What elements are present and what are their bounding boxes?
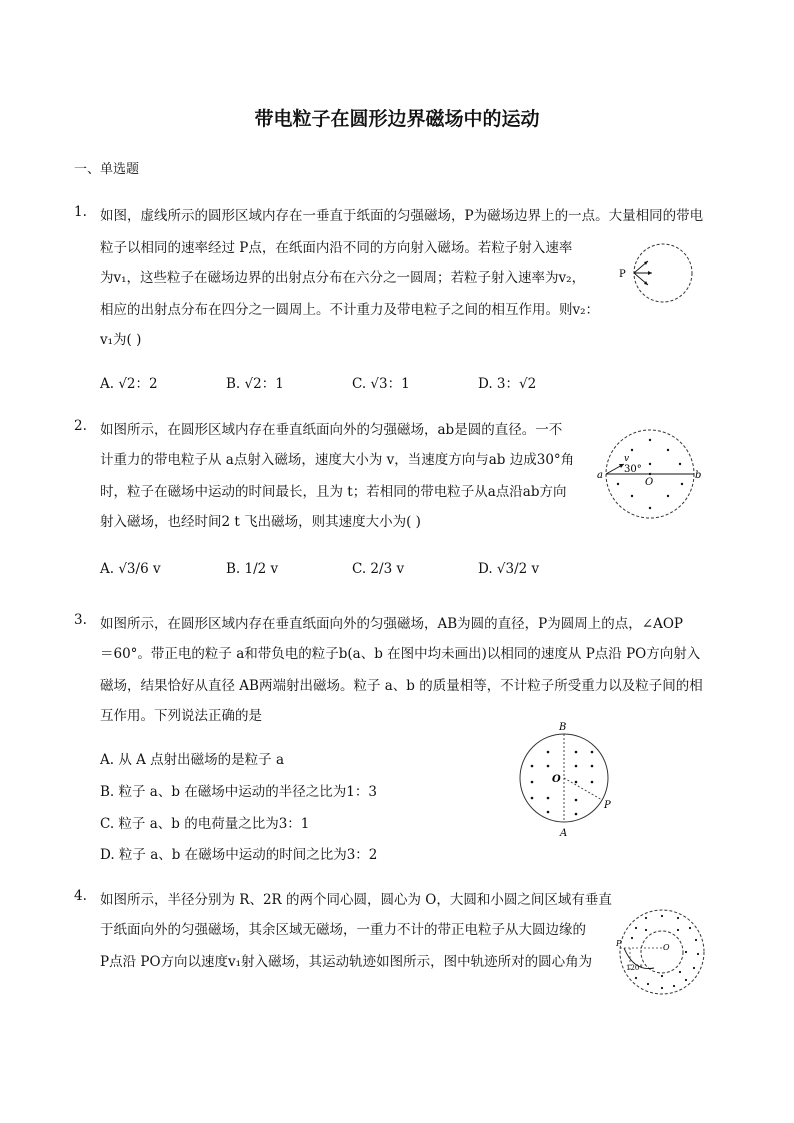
figure-label: 30° [624,464,642,475]
question-text-line: P点沿 PO方向以速度v₁射入磁场，其运动轨迹如图所示，图中轨迹所对的圆心角为 [100,954,593,970]
question-text-line: 磁场，结果恰好从直径 AB两端射出磁场。粒子 a、b 的质量相等，不计粒子所受重力以及粒子间的相 [100,678,703,694]
section-heading: 一、单选题 [74,162,140,177]
question-text-line: 为v₁，这些粒子在磁场边界的出射点分布在六分之一圆周；若粒子射入速率为v₂， [100,270,586,286]
question-text-line: ＝60°。带正电的粒子 a和带负电的粒子b(a、b 在图中均未画出)以相同的速度从 P点沿 PO方向射入 [100,646,701,662]
option-c[interactable]: C. 粒子 a、b 的电荷量之比为3：1 [100,816,310,832]
figure-label: P [619,269,626,280]
figure-label: O [663,943,670,952]
option-b[interactable]: B. 1/2 v [226,561,279,577]
figure-label: P [616,939,622,948]
question-text-line: 于纸面向外的匀强磁场，其余区域无磁场，一重力不计的带正电粒子从大圆边缘的 [100,922,586,938]
figure-label: B [559,722,567,733]
question-1-figure [614,236,704,312]
question-number: 3. [74,612,87,628]
figure-label: P [604,800,611,811]
figure-label: O [552,774,561,785]
option-b[interactable]: B. √2：1 [226,376,284,392]
figure-label: a [597,470,603,481]
figure-label: O [645,477,654,488]
page-title: 带电粒子在圆形边界磁场中的运动 [254,108,540,130]
option-c[interactable]: C. 2/3 v [352,561,405,577]
question-text-line: 互作用。下列说法正确的是 [100,708,262,724]
question-text-line: 相应的出射点分布在四分之一圆周上。不计重力及带电粒子之间的相互作用。则v₂： [100,302,600,318]
question-text-line: 粒子以相同的速率经过 P点，在纸面内沿不同的方向射入磁场。若粒子射入速率 [100,240,573,256]
question-text-line: 如图所示，在圆形区域内存在垂直纸面向外的匀强磁场，AB为圆的直径，P为圆周上的点，∠AOP [100,616,683,632]
figure-label: A [560,828,568,839]
question-text-line: 时，粒子在磁场中运动的时间最长，且为 t；若相同的带电粒子从a点沿ab方向 [100,484,567,500]
option-a[interactable]: A. √2：2 [100,376,158,392]
option-a[interactable]: A. √3/6 v [100,561,161,577]
option-d[interactable]: D. 3：√2 [478,376,537,392]
question-number: 4. [74,888,87,904]
option-c[interactable]: C. √3：1 [352,376,410,392]
question-text-line: 如图所示，半径分别为 R、2R 的两个同心圆，圆心为 O，大圆和小圆之间区域有垂直 [100,892,612,908]
question-text-line: 如图，虚线所示的圆形区域内存在一垂直于纸面的匀强磁场，P为磁场边界上的一点。大量相同的带电 [100,208,704,224]
option-d[interactable]: D. 粒子 a、b 在磁场中运动的时间之比为3：2 [100,847,378,863]
figure-label: 120° [626,964,643,972]
option-b[interactable]: B. 粒子 a、b 在磁场中运动的半径之比为1：3 [100,784,377,800]
question-2-figure [594,428,706,522]
question-4-figure [616,906,708,998]
question-text-line: 射入磁场，也经时间2 t 飞出磁场，则其速度大小为( ) [100,514,421,530]
option-d[interactable]: D. √3/2 v [478,561,540,577]
question-text-line: 计重力的带电粒子从 a点射入磁场，速度大小为 v，当速度方向与ab 边成30°角 [100,452,575,468]
figure-label: b [695,470,702,481]
question-3-figure [512,718,618,840]
question-number: 2. [74,418,87,434]
question-number: 1. [74,204,87,220]
option-a[interactable]: A. 从 A 点射出磁场的是粒子 a [100,752,285,768]
figure-label: v [624,454,630,464]
question-text-line: v₁为( ) [100,332,142,348]
question-text-line: 如图所示，在圆形区域内存在垂直纸面向外的匀强磁场，ab是圆的直径。一不 [100,422,563,438]
